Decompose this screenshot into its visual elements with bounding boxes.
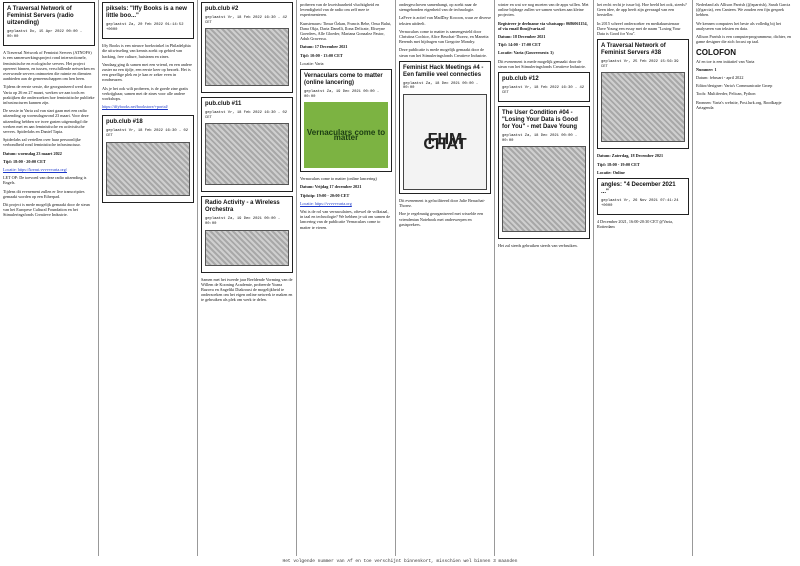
pubclub-2-card — [201, 2, 293, 93]
issue-editor: Editor/designer: Varia's Communicatie Groep — [696, 83, 773, 89]
paragraph: Deze publicatie is mede mogelijk gemaakt door de steun van het Stimuleringsfonds Creatieve Industrie. — [399, 47, 487, 58]
paragraph: LaFeve is actief van MadDay Kocoon, waar ze diverse teksten uitdeelt. — [399, 15, 491, 26]
post-image — [205, 123, 289, 185]
post-image — [502, 146, 586, 232]
colofon-heading: COLOFON — [696, 48, 736, 58]
vernaculars-poster: Vernaculars come to matter — [304, 102, 388, 168]
event-date: Datum: 17 December 2021 — [300, 44, 348, 50]
paragraph: Nederland als Allison Parrish (@aparrish), Sarah Garcia (@garcia), een Canteen. We zouden een fijn gesprek hebben. — [696, 2, 791, 18]
column-1 — [3, 2, 95, 554]
paragraph: Wat is de rol van vernaculaires, oftewel de volkstaal, in taal en technologie? We hebben je uit om samen de lancering van de publicatie Vernaculars come to matter te vieren. — [300, 209, 391, 230]
card-title[interactable]: The User Condition #04 - "Losing Your Data is Good for You" - met Dave Young — [502, 110, 578, 131]
paragraph: In 2015 schreef onderzoeker en mediakunstenaar Dave Young een essay met de naam "Losing Your Data is Good for You". — [597, 20, 681, 37]
angles-card — [597, 178, 689, 215]
feminist-hack-card — [399, 61, 491, 194]
card-title[interactable]: pub.club #2 — [205, 6, 239, 12]
column-divider — [395, 0, 396, 556]
piksels-card — [102, 2, 194, 39]
card-title[interactable]: A Traversal Network of Feminist Servers (radio uitzending) — [7, 6, 74, 26]
event-location[interactable] — [3, 167, 95, 172]
pubclub-11-card — [201, 97, 293, 192]
post-image — [205, 230, 289, 266]
card-title[interactable]: Vernaculars come to matter (online lancering) — [304, 73, 383, 87]
column-divider — [692, 0, 693, 556]
paragraph: Vernaculars come to matter is samengesteld door Christina Cochior, Alice Beuchat-Thorez, en Manetta Berends met bijdragen van Gregoire Mondry. — [399, 28, 489, 45]
column-8 — [696, 2, 796, 554]
pubclub-12-card — [498, 72, 590, 102]
page-footer: Het volgende nummer van Af en toe verschijnt binnenkort, misschien wel binnen 3 maanden — [282, 559, 518, 564]
event-date: Datum: Zaterdag, 18 December 2021 — [597, 153, 664, 159]
post-meta: geplaatst Vr, 26 Nov 2021 07:41:24 +0000 — [601, 199, 679, 208]
event-location: Locatie: Online — [597, 169, 625, 175]
paragraph: Af en toe is een initiatief van Varia — [696, 58, 755, 64]
event-location: Locatie: Varia — [300, 60, 324, 66]
event-time: Tijd: 18:00 - 19:00 CET — [597, 161, 640, 167]
link-paragraph[interactable] — [102, 104, 194, 109]
atnofs-radio-card — [3, 2, 95, 46]
paragraph: Samen met het tweede jaar Beeldende Vorming van de Willem de Kooning Academie, probeerde Yoana Buzova en Angeliki Diakrousi de mogelijkheid te onderzoeken om het eigen online netwerk te maken en te gebruiken als plek om werk te delen. — [201, 276, 293, 303]
paragraph: Het zal steeds gebruiken steeds van verbruiken. — [498, 243, 578, 249]
post-meta: geplaatst Do, 15 Apr 2022 00:00 - 00:00 — [7, 30, 83, 39]
column-divider — [197, 0, 198, 556]
event-time: Tijdstip: 19:00 - 20:00 CET — [300, 192, 350, 198]
location-link[interactable]: Locatie: https://vvvvvvaria.org — [300, 200, 352, 206]
post-image — [601, 72, 685, 142]
post-image — [106, 142, 190, 196]
atnofs-38-card — [597, 39, 689, 149]
location-link[interactable]: Locatie: https://kreast.vvvvvvaria.org/ — [3, 167, 67, 173]
issue-date: Datum: februari - april 2022 — [696, 75, 744, 81]
event-date: Datum: 18 December 2021 — [498, 34, 546, 40]
paragraph: A Traversal Network of Feminist Servers (ATNOFS) is een samenwerkingsproject rond intersectionele, feministische en ecologische servers. Het project opereert binnen, en tussen, verschillende netwerken en overwonde servers ontmoeten die ruimte en diensten aanbieden aan de gemeenschappen om hen heen. — [3, 50, 95, 82]
user-condition-card — [498, 106, 590, 239]
paragraph: proberen van de kwetsbaarheid vluchtigheid en levendigheid van de radio om zelf mee te experimenteren. — [300, 2, 380, 18]
issue-number: Nummer: 1 — [696, 66, 717, 72]
column-7 — [597, 2, 689, 554]
event-time: Tijd: 10:00 - 13:00 CET — [300, 52, 343, 58]
column-divider — [296, 0, 297, 556]
paragraph: Tijdens de eerste sessie, die georganiseerd werd door Varia op 26 en 27 maart, werken we aan tools en praktijken die onderzoeken hoe feministische publieke infrastructuren kunnen zijn. — [3, 84, 95, 106]
post-meta: geplaatst Vr, 18 Feb 2022 16:30 - 42 CET — [205, 16, 288, 25]
live-note: LET OP: De toevoed van deze radio uitzending is Engels. — [3, 175, 87, 186]
post-meta: geplaatst Vr, 18 Feb 2022 16:30 - 42 CET — [502, 86, 585, 95]
post-meta: geplaatst Vr, 18 Feb 2022 16:30 - 02 CET — [205, 111, 288, 120]
paragraph: We kennen computers het beste als volledig bij het analyseren van teksten en data. — [696, 20, 782, 31]
card-title[interactable]: angles: "4 December 2021 ..." — [601, 182, 676, 196]
card-title[interactable]: Radio Activity - a Wireless Orchestra — [205, 200, 280, 214]
paragraph: 4 December 2021, 16:00-20:30 CET @Varia, Rotterdam — [597, 219, 673, 230]
paragraph: De sessie in Varia zal van start gaan met een radio uitzending op woensdagavond 23 maart. Voor deze uitzending hebben we twee gasten uitgenodigd die werken met en aan feministische en activistische servers. Spiderlabs en Daniel Tapia. — [3, 108, 89, 135]
card-title[interactable]: pub.club #12 — [502, 76, 539, 83]
iffy-link[interactable]: https://iffybooks.net/bookstore/+portal/ — [102, 104, 168, 110]
paragraph: Iffy Books is een nieuwe boekwinkel in Philadelphia die uitwisseling van kennis zoekt op gebied van hacking, free culture, huisteam en zines. — [102, 43, 191, 59]
post-meta: geplaatst Za, 20 Feb 2022 01:14:52 +0000 — [106, 23, 184, 32]
paragraph: Dit project is mede mogelijk gemaakt door de steun van het Europese Cultural Foundation en het Stimuleringsfonds Creatieve Industrie. — [3, 202, 90, 218]
event-location[interactable] — [300, 201, 392, 206]
paragraph: ondergeschoven samenhangt, op zoekt naar de stemgebonden eigenheid van de technologie. — [399, 2, 477, 13]
column-3 — [201, 2, 293, 554]
card-title[interactable]: pub.club #11 — [205, 101, 242, 108]
paragraph: Kunstenaars: Timur Özkan, Francis Bebe, Onsa Bulut, Dana Okja, Daria Danelli, Ilona Delicate, Eliseyne Goerdees, Alle Gloeder, Mariana Gonzalez Pastor, Aduh Gravessa. — [300, 20, 392, 42]
radio-activity-card — [201, 196, 293, 272]
issue-sources: Bronnen: Varia's website, Post.lurk.org, Roodkapje Artagenda — [696, 99, 782, 110]
paragraph: Dit evenement is gefaciliteerd door Julie Beauchat-Thorez. — [399, 198, 486, 209]
caption: Vernaculars come to matter (online lancering) — [300, 176, 377, 182]
column-divider — [494, 0, 495, 556]
paragraph: Vandaag ging ik samen met een vriend, en een andere zuster na een tijdje, een eerste keer op bezoek. Het is een gezellige plek en je kan er zeker even in rondneuzen. — [102, 61, 192, 83]
paragraph: Spiderlabs zal vertellen over haar persoonlijke verbondheid rond feministische infrastructuur. — [3, 137, 81, 148]
card-title[interactable]: Feminist Hack Meetings #4 - Een familie veel connecties — [403, 64, 484, 78]
paragraph: Allison Parrish is een computerprogrammeur, dichter, en game designer die zich focust op taal. — [696, 34, 792, 45]
post-meta: geplaatst Za, 19 Dec 2021 00:00 - 00:00 — [205, 217, 281, 226]
event-location: Locatie: Varia (Gouvernestr. 3) — [498, 50, 554, 56]
paragraph: Tijdens dit evenement zullen er live transcripties gemaakt worden op een Etherpad. — [3, 188, 85, 199]
post-meta: geplaatst Za, 19 Dec 2021 00:00 - 00:00 — [304, 90, 380, 99]
card-title[interactable]: A Traversal Network of Feminist Servers #38 — [601, 43, 666, 57]
column-2 — [102, 2, 194, 554]
post-image — [205, 28, 289, 86]
post-meta: geplaatst Vr, 25 Feb 2022 15:56:39 CET — [601, 60, 679, 69]
column-5 — [399, 2, 491, 554]
registration-note: Registreer je deelname via whatsapp: 0686061154, of via email fhm@varia.nl — [498, 20, 588, 31]
event-time: Tijd: 14:00 - 17:00 CET — [498, 42, 541, 48]
event-date: Datum: Vrijdag 17 december 2021 — [300, 184, 362, 190]
issue-tools: Tools: Multifeeder, Pelican, Python — [696, 91, 756, 97]
column-divider — [593, 0, 594, 556]
column-4 — [300, 2, 392, 554]
pubclub-18-card — [102, 115, 194, 202]
paragraph: Hoe je regelmatig georganiseerd met wisselde een vriendentan Notebook met onderwerpen en gastsprekers. — [399, 211, 484, 227]
post-meta: geplaatst Za, 18 Dec 2021 00:00 - 00:00 — [502, 134, 578, 143]
vernaculars-card — [300, 69, 392, 172]
card-title[interactable]: pub.club #18 — [106, 119, 143, 126]
paragraph: het recht recht je issue bij. Hoe beeld het ook, steeds? Geen idee, de app heeft zijn gevraagd van een hersteller. — [597, 2, 687, 18]
event-date: Datum: woensdag 23 maart 2022 — [3, 150, 62, 156]
event-time: Tijd: 18:00 - 20:00 CET — [3, 158, 46, 164]
column-6 — [498, 2, 590, 554]
post-meta: geplaatst Vr, 18 Feb 2022 16:30 - 02 CET — [106, 129, 189, 139]
paragraph: winter en wat we nog moeten van de apps willen. Met online bijdrage zullen we samen werken aan kleine projecten. — [498, 2, 589, 18]
fhm-poster: FHM CHAT — [403, 94, 487, 190]
column-divider — [98, 0, 99, 556]
paragraph: Als je het ook wilt proberen, is de goede zine gratis verkrijgbaar, samen met de zines voor alle andere workshops. — [102, 85, 189, 102]
post-meta: geplaatst Za, 18 Dec 2021 00:00 - 00:00 — [403, 81, 479, 91]
card-title[interactable]: piksels: "Iffy Books is a new little boo..." — [106, 6, 187, 19]
paragraph: Dit evenement is mede mogelijk gemaakt door de steun van het Stimuleringsfonds Creatieve Industrie. — [498, 58, 586, 69]
